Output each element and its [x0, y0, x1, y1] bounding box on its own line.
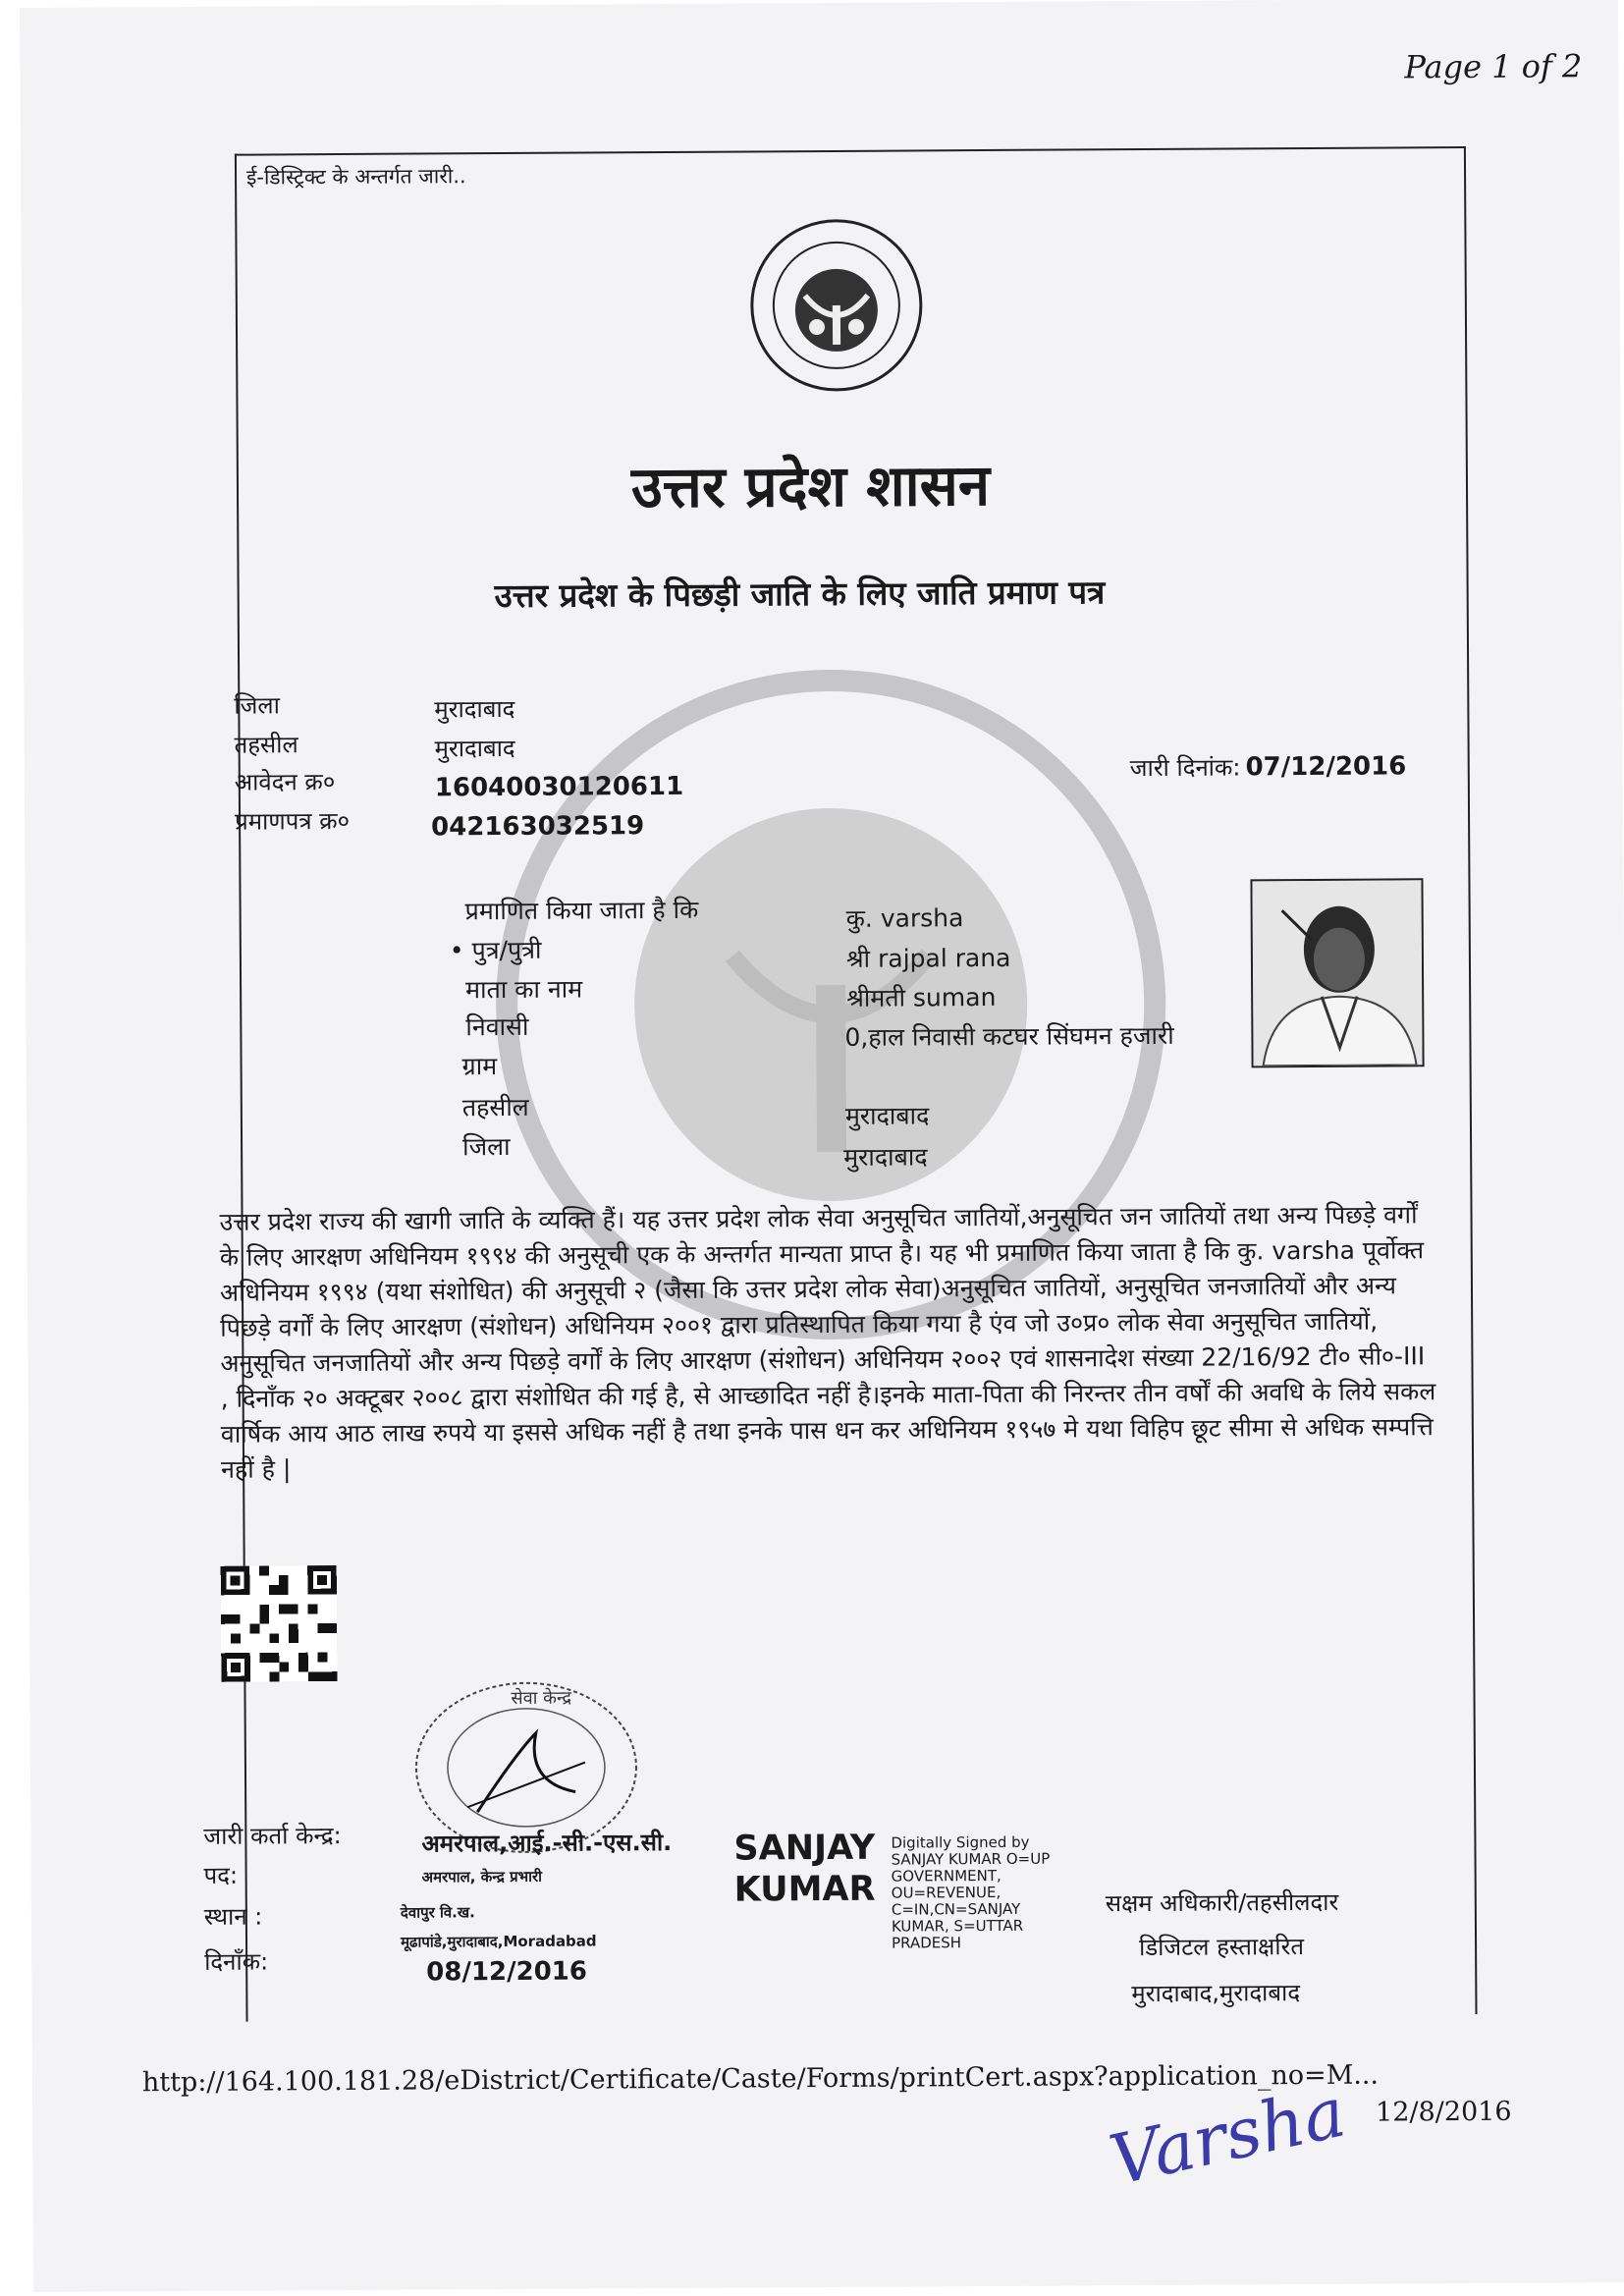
- authority-location: मुरादाबाद,मुरादाबाद: [1131, 1979, 1301, 2008]
- district-value: मुरादाबाद: [434, 694, 515, 724]
- issue-date: [1130, 749, 1407, 784]
- up-government-emblem-icon: [747, 216, 925, 394]
- tehsil-label: तहसील: [234, 731, 298, 759]
- certificate-label: प्रमाणपत्र क्र०: [234, 806, 351, 836]
- government-title: उत्तर प्रदेश शासन: [630, 451, 991, 521]
- issue-date-label: जारी दिनांक:: [1129, 753, 1241, 783]
- issuing-center-value: अमरपाल,आई.-सी.-एस.सी.: [421, 1828, 673, 1858]
- place-label: स्थान :: [203, 1902, 263, 1931]
- person-district-label: जिला: [462, 1131, 511, 1162]
- handwritten-signature: Varsha: [1103, 2071, 1353, 2202]
- resident-label: निवासी: [465, 1011, 529, 1042]
- village-label: ग्राम: [461, 1052, 498, 1081]
- resident-value: 0,हाल निवासी कटघर सिंघमन हजारी: [844, 1020, 1174, 1052]
- certificate-title: उत्तर प्रदेश के पिछड़ी जाति के लिए जाति प्रमाण पत्र: [494, 573, 1106, 616]
- application-value: 16040030120611: [434, 771, 684, 803]
- print-url: http://164.100.181.28/eDistrict/Certificate/Caste/Forms/printCert.aspx?application_no=M...: [141, 2059, 1380, 2099]
- certificate-body-paragraph: उत्तर प्रदेश राज्य की खागी जाति के व्यक्ति हैं। यह उत्तर प्रदेश लोक सेवा अनुसूचित जातियों,अनुसूचित जन जातियों तथा अन्य पिछड़े वर्गों के लिए आरक्षण अधिनियम १९९४ की अनुसूची एक के अन्तर्गत मान्यता प्राप्त है। यह भी प्रमाणित किया जाता है कि कु. varsha पूर्वोक्त अधिनियम १९९४ (यथा संशोधित) की अनुसूची २ (जैसा कि उत्तर प्रदेश लोक सेवा)अनुसूचित जातियों, अनुसूचित जनजातियों और अन्य पिछड़े वर्गों के लिए आरक्षण (संशोधन) अधिनियम २००१ द्वारा प्रतिस्थापित किया गया है एंव जो उ०प्र० लोक सेवा अनुसूचित जातियों, अनुसूचित जनजातियों और अन्य पिछड़े वर्गों के लिए आरक्षण (संशोधन) अधिनियम २००२ एवं शासनादेश संख्या 22/16/92 टी० सी०-III , दिनाँक २० अक्टूबर २००८ द्वारा संशोधित की गई है, से आच्छादित नहीं है।इनके माता-पिता की निरन्तर तीन वर्षों की अवधि के लिये सकल वार्षिक आय आठ लाख रुपये या इससे अधिक नहीं है तथा इनके पास धन कर अधिनियम १९५७ मे यथा विहिप छूट सीमा से अधिक सम्पत्ति नहीं है |: [219, 1200, 1436, 1484]
- certify-label: प्रमाणित किया जाता है कि: [464, 895, 699, 926]
- person-tehsil-label: तहसील: [461, 1092, 529, 1122]
- person-district-value: मुरादाबाद: [843, 1142, 928, 1172]
- child-of-label-text: पुत्र/पुत्री: [471, 935, 542, 965]
- child-of-label: • पुत्र/पुत्री: [449, 935, 542, 965]
- authority-title: सक्षम अधिकारी/तहसीलदार: [1105, 1887, 1339, 1918]
- person-silhouette-icon: [1252, 880, 1422, 1066]
- child-of-value: श्री rajpal rana: [845, 943, 1011, 973]
- application-label: आवेदन क्र०: [234, 768, 336, 796]
- applicant-photo: [1250, 878, 1424, 1067]
- date-value: 08/12/2016: [426, 1956, 588, 1988]
- date-label: दिनाँक:: [204, 1947, 269, 1976]
- tehsil-value: मुरादाबाद: [434, 734, 515, 763]
- designation-value: अमरपाल, केन्द्र प्रभारी: [421, 1867, 543, 1886]
- mother-label: माता का नाम: [465, 974, 583, 1005]
- print-date: 12/8/2016: [1376, 2096, 1512, 2128]
- district-label: जिला: [234, 691, 280, 720]
- person-tehsil-value: मुरादाबाद: [844, 1101, 930, 1130]
- place-value-1: देवापुर वि.ख.: [400, 1903, 475, 1922]
- issuing-center-label: जारी कर्ता केन्द्र:: [203, 1822, 342, 1850]
- issue-date-value: 07/12/2016: [1245, 751, 1407, 783]
- place-value-2: मूढापांडे,मुरादाबाद,Moradabad: [400, 1932, 597, 1951]
- header-note: ई-डिस्ट्रिक्ट के अन्तर्गत जारी..: [245, 164, 466, 190]
- digital-signature-details: Digitally Signed by SANJAY KUMAR O=UP GOVERNMENT, OU=REVENUE, C=IN,CN=SANJAY KUMAR, S=UTTAR PRADESH: [891, 1832, 1051, 1952]
- mother-value: श्रीमती suman: [846, 982, 997, 1012]
- qr-code-icon: [220, 1565, 339, 1682]
- designation-label: पद:: [203, 1861, 239, 1889]
- certificate-sheet: [20, 0, 1624, 2292]
- page-number: Page 1 of 2: [1404, 47, 1583, 86]
- certificate-value: 042163032519: [431, 811, 645, 843]
- stamp-text: सेवा केन्द्र: [511, 1687, 572, 1709]
- signer-name: SANJAY KUMAR: [733, 1828, 876, 1910]
- certify-value: कु. varsha: [845, 903, 964, 933]
- authority-digital-signed: डिजिटल हस्ताक्षरित: [1139, 1933, 1305, 1962]
